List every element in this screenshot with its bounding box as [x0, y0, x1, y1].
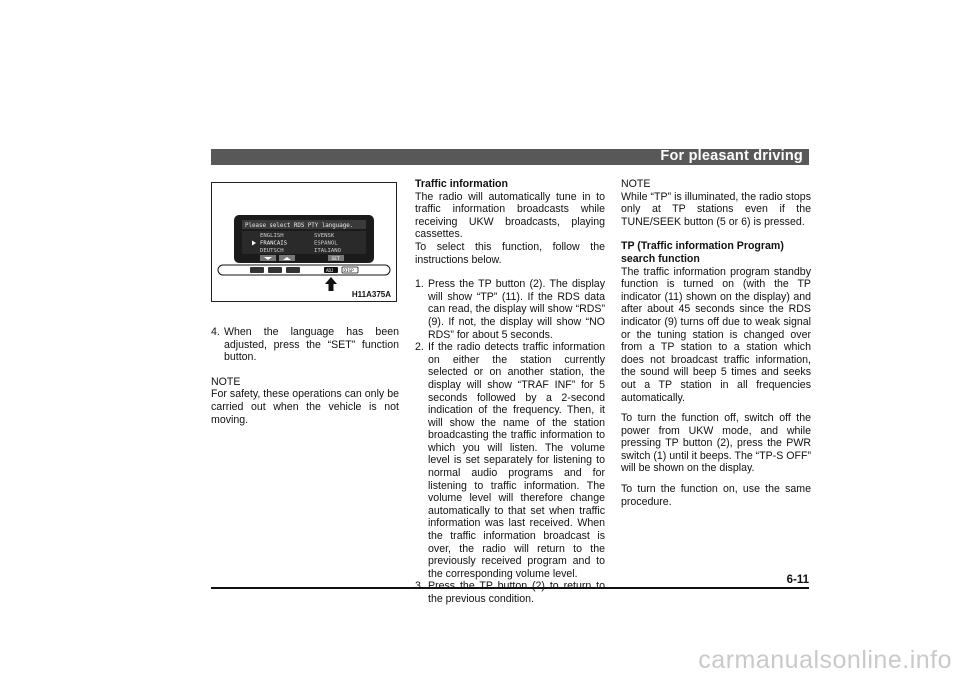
step-number: 2.	[415, 341, 424, 354]
step-text: When the language has been adjusted, press the “SET” function button.	[224, 326, 399, 364]
display-language: ESPANOL	[314, 240, 338, 247]
step-text: Press the TP button (2). The display will show “TP” (11). If the RDS data can read, the display will show “RDS” (9). If not, the display will show “NO RDS” for about 5 seconds.	[428, 278, 605, 341]
step-item	[415, 580, 605, 605]
tp-description: The traffic information program standby function is turned on (with the TP indicator (11) shown on the display) and after about 45 seconds since the RDS indicator (9) turns off due to weak signal or the tuning station is changed over from a TP station to a station which does not broadcast traffic information, the sound will beep 5 times and seeks out a TP station in all frequencies automatically.	[621, 265, 811, 404]
intro-text: The radio will automatically tune in to traffic information broadcasts while receiving UKW broadcasts, playing cassettes.	[415, 190, 605, 241]
left-column	[211, 326, 399, 426]
footer-rule	[211, 587, 809, 589]
turn-off-instructions: To turn the function off, switch off the power from UKW mode, and while pressing TP button (2), press the PWR switch (1) until it beeps. The “TP-S OFF” will be shown on the display.	[621, 412, 811, 475]
display-prompt: Please select RDS PTY language.	[245, 223, 354, 229]
display-language: ITALIANO	[314, 248, 341, 254]
watermark: carmanualsonline.info	[698, 646, 952, 674]
step-list	[415, 278, 605, 605]
set-button-label: SET	[331, 257, 340, 262]
section-heading: Traffic information	[415, 178, 508, 190]
right-column	[621, 178, 811, 508]
step-number	[415, 580, 428, 605]
subsection-heading: TP (Traffic information Program) search function	[621, 240, 784, 265]
display-language: FRANCAIS	[260, 240, 287, 247]
display-language: SVENSK	[314, 233, 335, 239]
step-number: 1.	[415, 278, 424, 291]
step-list	[211, 326, 399, 364]
button-rail	[218, 265, 390, 275]
turn-on-instructions: To turn the function on, use the same procedure.	[621, 483, 811, 508]
page-number: 6-11	[786, 574, 809, 586]
step-number: 4.	[211, 326, 220, 338]
display-language: ENGLISH	[260, 233, 284, 239]
note-heading: NOTE	[621, 178, 651, 190]
radio-display-illustration	[212, 183, 396, 301]
display-language: DEUTSCH	[260, 248, 284, 254]
step-item	[415, 278, 605, 341]
note-heading: NOTE	[211, 375, 241, 388]
step-text: If the radio detects traffic information on either the station currently selected or on another station, the display will show “TRAF INF” for 5 seconds followed by a 2-second indication of the frequency. Then, it will show the name of the station broadcasting the traffic information to which you will listen. The volume level is set separately for listening to normal audio programs and for listening to traffic information. The volume level will therefore change automatically to that set when traffic information was last received. When the traffic information broadcast is over, the radio will return to the previously received program and to the corresponding volume level.	[428, 341, 605, 580]
disp-button-label: DISP	[343, 268, 354, 273]
hardware-button[interactable]	[250, 267, 264, 273]
note-text: While “TP” is illuminated, the radio stops only at TP stations even if the TUNE/SEEK button (5 or 6) is pressed.	[621, 190, 811, 228]
hardware-button[interactable]	[286, 267, 300, 273]
arrow-up-icon	[325, 277, 337, 291]
intro-text-2: To select this function, follow the instructions below.	[415, 240, 605, 266]
hardware-button[interactable]	[268, 267, 282, 273]
figure-label: H11A375A	[351, 290, 391, 299]
section-title: For pleasant driving	[660, 148, 803, 164]
middle-column	[415, 178, 605, 606]
step-item	[211, 326, 399, 364]
step-item	[415, 341, 605, 580]
step-text: the previous condition.	[428, 593, 535, 605]
note-text: For safety, these operations can only be carried out when the vehicle is not moving.	[211, 388, 399, 426]
adj-button-label: ADJ	[326, 268, 334, 273]
header-bar	[211, 149, 809, 165]
radio-display-figure	[211, 182, 397, 302]
